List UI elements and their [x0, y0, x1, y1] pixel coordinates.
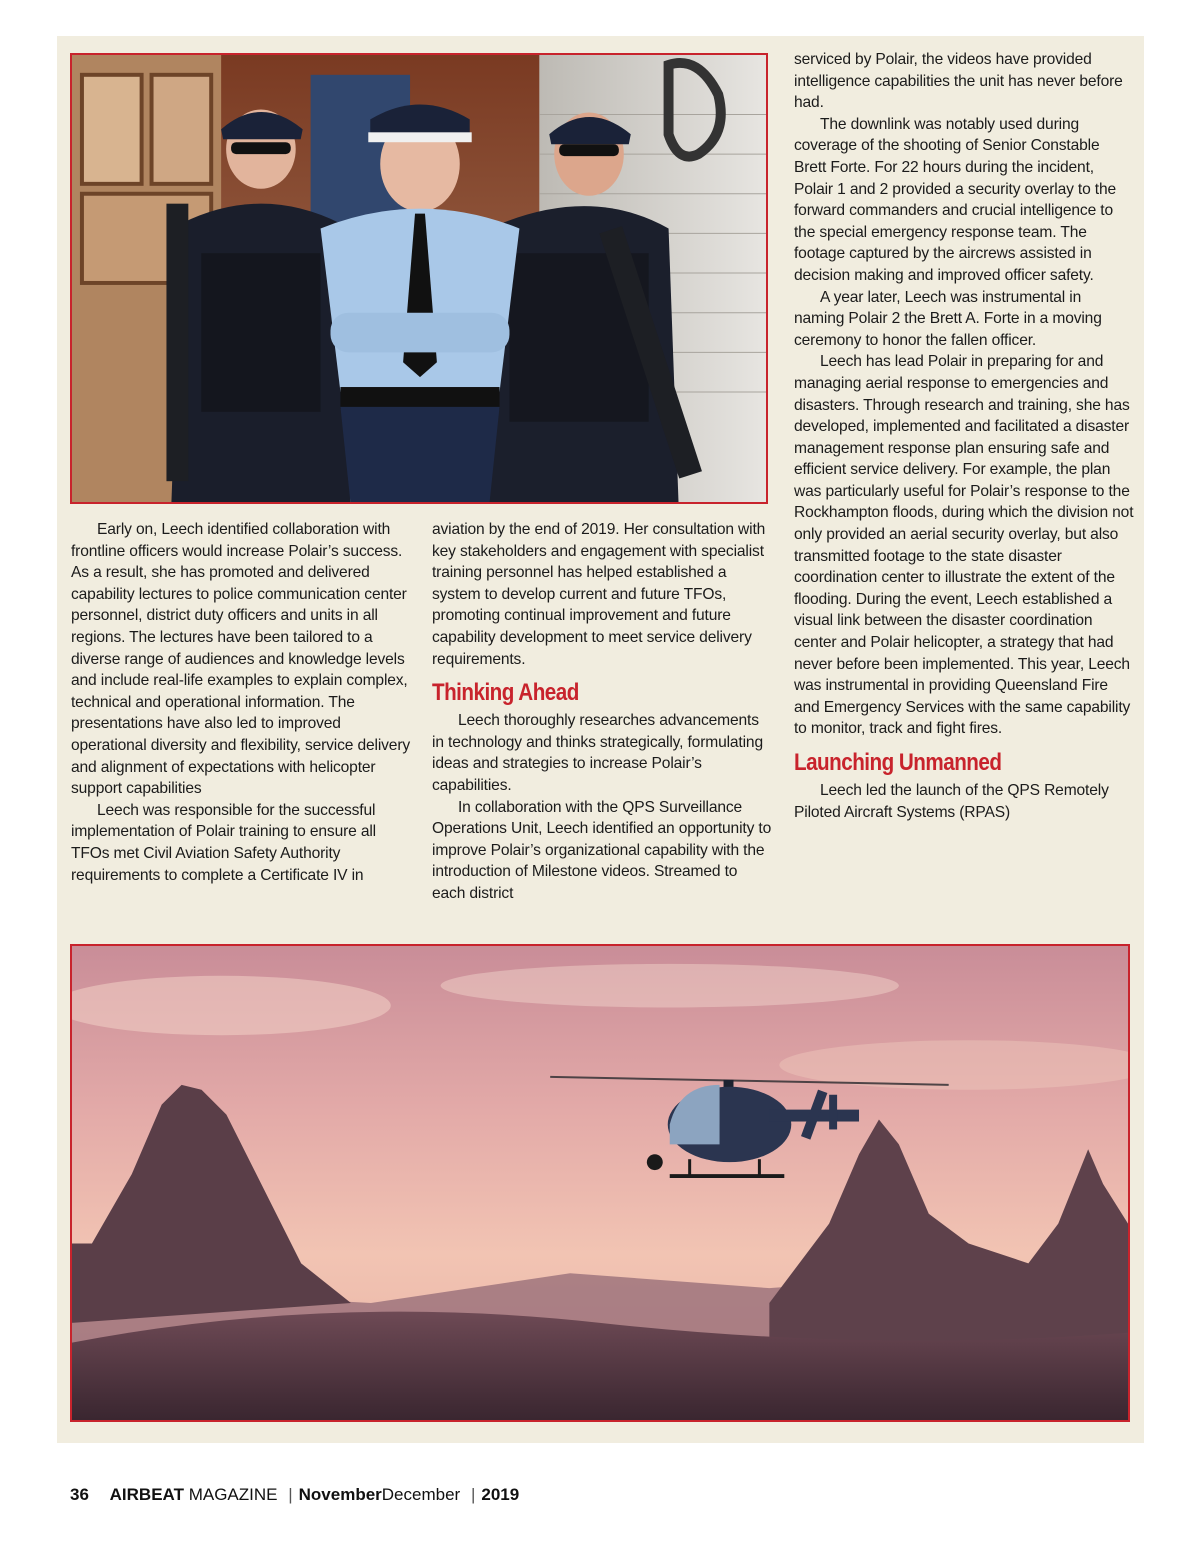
- issue-month-light: December: [381, 1485, 461, 1504]
- paragraph-downlink: The downlink was notably used during coverage of the shooting of Senior Constable Brett Forte. For 22 hours during the incident, Polair 1 and 2 provided a security overlay to the forward commanders and crucial intelligence to the special emergency response team. The footage captured by the aircrews assisted in decision making and improved officer safety.: [794, 115, 1117, 284]
- paragraph-collaboration: Early on, Leech identified collaboration with frontline officers would increase Polair’s success. As a result, she has promoted and delivered capability lectures to police communication center personnel, district duty officers and units in all regions. The lectures have been tailored to a diverse range of audiences and knowledge levels and include real-life examples to explain complex, technical and operational information. The presentations have also led to improved operational diversity and flexibility, service delivery and alignment of expectations with helicopter support capabilities: [71, 521, 411, 798]
- officers-illustration: [72, 55, 766, 502]
- paragraph-videos-continued: serviced by Polair, the videos have provided intelligence capabilities the unit has never before had.: [794, 51, 1123, 112]
- text-column-right: [794, 49, 1134, 823]
- magazine-name-light: MAGAZINE: [188, 1485, 278, 1504]
- text-column-left: [71, 519, 411, 886]
- heading-thinking-ahead: Thinking Ahead: [432, 679, 579, 707]
- heading-launching-unmanned: Launching Unmanned: [794, 749, 1002, 776]
- footer-separator: |: [288, 1485, 293, 1504]
- paragraph-naming-ceremony: A year later, Leech was instrumental in naming Polair 2 the Brett A. Forte in a moving ceremony to honor the fallen officer.: [794, 288, 1102, 349]
- paragraph-rpas: Leech led the launch of the QPS Remotely Piloted Aircraft Systems (RPAS): [794, 782, 1109, 821]
- paragraph-training: Leech was responsible for the successful implementation of Polair training to ensure all TFOs met Civil Aviation Safety Authority requirements to complete a Certificate IV in: [71, 801, 376, 884]
- helicopter-illustration: [72, 946, 1128, 1420]
- footer-separator-2: |: [470, 1485, 476, 1504]
- page-number: 36: [70, 1485, 89, 1504]
- paragraph-research: Leech thoroughly researches advancements in technology and thinks strategically, formulating ideas and strategies to increase Polair’s capabilities.: [432, 712, 763, 794]
- photo-helicopter-sunset: [70, 944, 1130, 1422]
- issue-year: 2019: [481, 1485, 520, 1504]
- photo-three-officers: [70, 53, 768, 504]
- magazine-name-bold: AIRBEAT: [109, 1485, 184, 1504]
- paragraph-milestone-videos: In collaboration with the QPS Surveillance Operations Unit, Leech identified an opportunity to improve Polair’s organizational capability with the introduction of Milestone videos. Streamed to each district: [432, 798, 772, 902]
- text-column-middle: [432, 519, 772, 905]
- issue-month-bold: November: [298, 1485, 382, 1504]
- paragraph-consultation: aviation by the end of 2019. Her consultation with key stakeholders and engagement with specialist training personnel has helped established a system to develop current and future TFOs, promoting continual improvement and future capability development to meet service delivery requirements.: [432, 521, 766, 668]
- paragraph-disaster-response: Leech has lead Polair in preparing for and managing aerial response to emergencies and disasters. Through research and training, she has developed, implemented and facilitated a disaster management response plan ensuring safe and efficient service delivery. For example, the plan was particularly useful for Polair’s response to the Rockhampton floods, during which the division not only provided an aerial security overlay, but also transmitted footage to the state disaster coordination center to illustrate the extent of the flooding. During the event, Leech established a visual link between the disaster coordination center and Polair helicopter, a strategy that had never before been implemented. This year, Leech was instrumental in providing Queensland Fire and Emergency Services with the same capability to monitor, track and fight fires.: [794, 353, 1134, 738]
- page-footer: [70, 1484, 519, 1506]
